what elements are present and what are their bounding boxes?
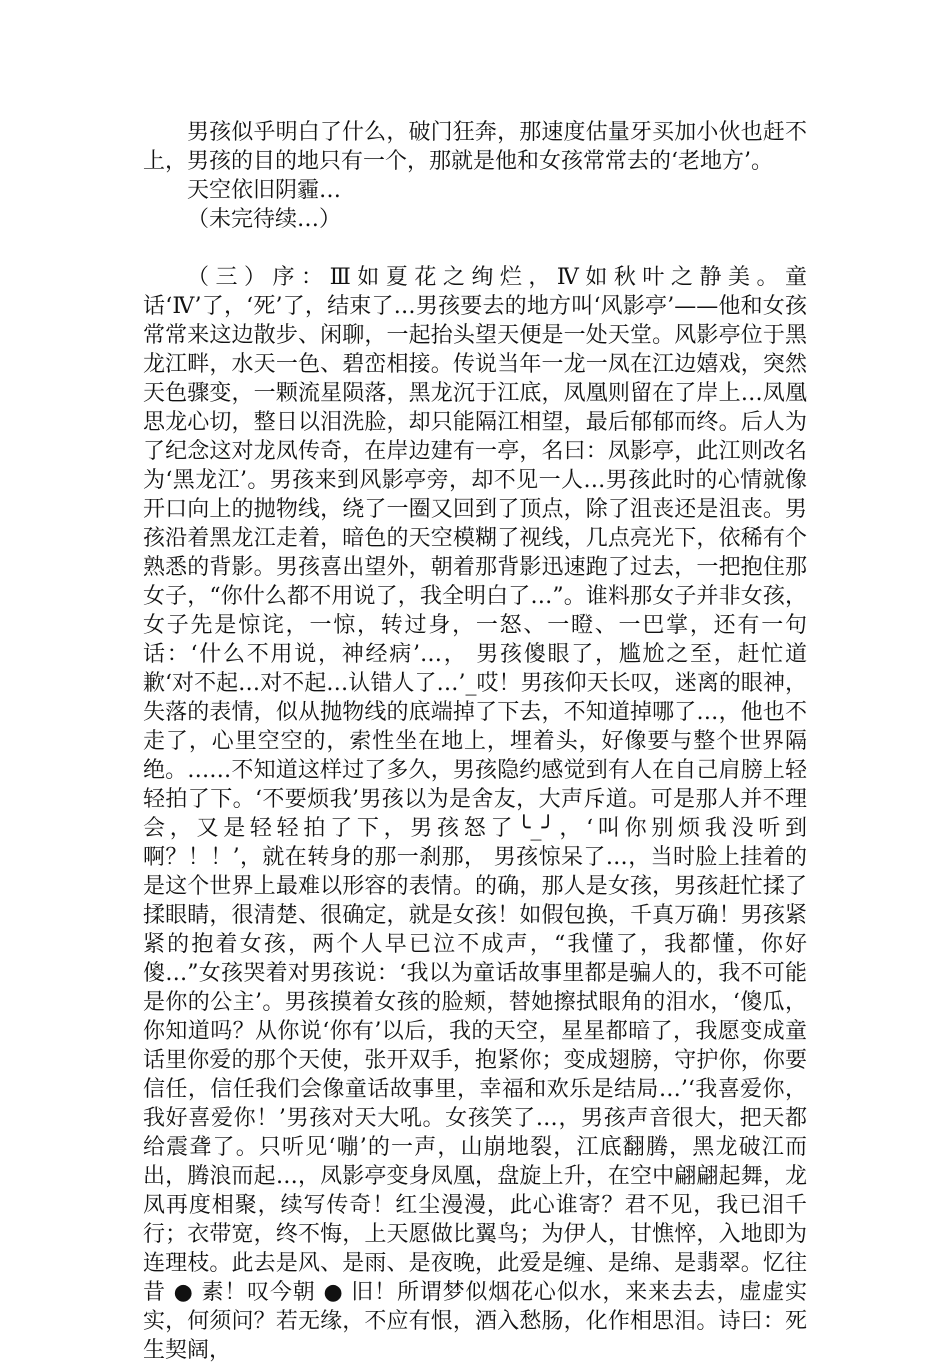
paragraph-boy-runs: 男孩似乎明白了什么，破门狂奔，那速度估量牙买加小伙也赶不上，男孩的目的地只有一个，那就是他和女孩常常去的‘老地方’。 [143, 120, 807, 174]
document-page [143, 118, 807, 1365]
paragraph-to-be-continued: （未完待续…） [187, 207, 342, 232]
paragraph-chapter-three: （三）序：Ⅲ如夏花之绚烂，Ⅳ如秋叶之静美。童话‘Ⅳ’了，‘死’了，结束了…男孩要去的地方叫‘风影亭’——他和女孩常常来这边散步、闲聊，一起抬头望天便是一处天堂。风影亭位于黑龙江畔，水天一色、碧峦相接。传说当年一龙一凤在江边嬉戏，突然天色骤变，一颗流星陨落，黑龙沉于江底，凤凰则留在了岸上…凤凰思龙心切，整日以泪洗脸，却只能隔江相望，最后郁郁而终。后人为了纪念这对龙凤传奇，在岸边建有一亭，名曰：凤影亭，此江则改名为‘黑龙江’。男孩来到风影亭旁，却不见一人…男孩此时的心情就像开口向上的抛物线，绕了一圈又回到了顶点，除了沮丧还是沮丧。男孩沿着黑龙江走着，暗色的天空模糊了视线，几点亮光下，依稀有个熟悉的背影。男孩喜出望外，朝着那背影迅速跑了过去，一把抱住那女子，“你什么都不用说了，我全明白了…”。谁料那女子并非女孩，女子先是惊诧，一惊，转过身，一怒、一瞪、一巴掌，还有一句话：‘什么不用说，神经病’…， 男孩傻眼了，尴尬之至，赶忙道歉‘对不起…对不起…认错人了…’_哎！男孩仰天长叹，迷离的眼神，失落的表情，似从抛物线的底端掉了下去，不知道掉哪了…，他也不走了，心里空空的，索性坐在地上，埋着头，好像要与整个世界隔绝。……不知道这样过了多久，男孩隐约感觉到有人在自己肩膀上轻轻拍了下。‘不要烦我’男孩以为是舍友，大声斥道。可是那人并不理会，又是轻轻拍了下，男孩怒了╰_╯，‘叫你别烦我没听到啊？！！’，就在转身的那一刹那， 男孩惊呆了…，当时脸上挂着的是这个世界上最难以形容的表情。的确，那人是女孩，男孩赶忙揉了揉眼睛，很清楚、很确定，就是女孩！如假包换，千真万确！男孩紧紧的抱着女孩，两个人早已泣不成声，“我懂了，我都懂，你好傻…”女孩哭着对男孩说：‘我以为童话故事里都是骗人的，我不可能是你的公主’。男孩摸着女孩的脸颊，替她擦拭眼角的泪水，‘傻瓜，你知道吗？从你说‘你有’以后，我的天空，星星都暗了，我愿变成童话里你爱的那个天使，张开双手，抱紧你；变成翅膀，守护你，你要信任，信任我们会像童话故事里，幸福和欢乐是结局…’‘我喜爱你，我好喜爱你！’男孩对天大吼。女孩笑了…，男孩声音很大，把天都给震聋了。只听见‘嘣’的一声，山崩地裂，江底翻腾，黑龙破江而出，腾浪而起…，凤影亭变身凤凰，盘旋上升，在空中翩翩起舞，龙凤再度相聚，续写传奇！红尘漫漫，此心谁寄？君不见，我已泪千行；衣带宽，终不悔，上天愿做比翼鸟；为伊人，甘憔悴，入地即为连理枝。此去是风、是雨、是夜晚，此爱是缠、是绵、是翡翠。忆往昔 ● 素！叹今朝 ● 旧！所谓梦似烟花心似水，来来去去，虚虚实实，何须问？若无缘，不应有恨，酒入愁肠，化作相思泪。诗曰：死生契阔， [143, 265, 807, 1363]
paragraph-sky-gloomy: 天空依旧阴霾… [187, 178, 342, 203]
paragraph-spacer [143, 234, 807, 263]
